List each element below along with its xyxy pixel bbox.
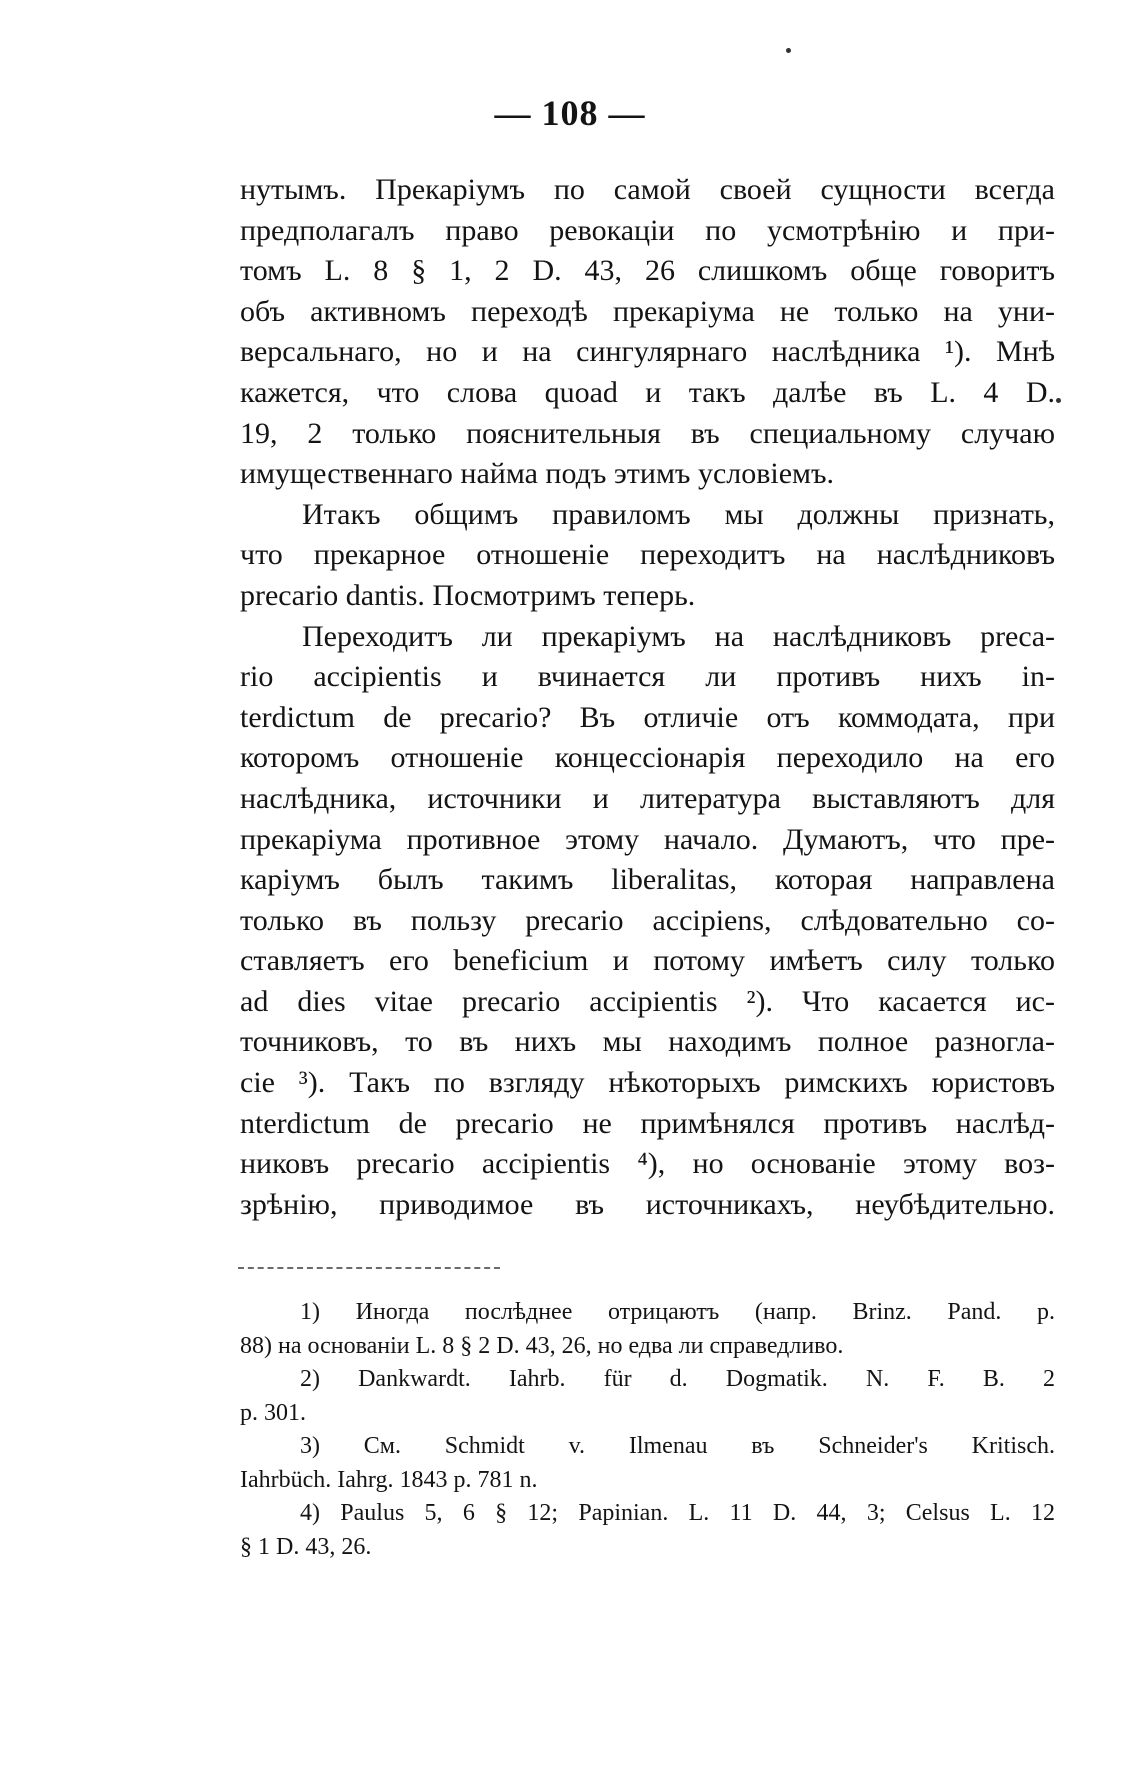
text-line: объ активномъ переходѣ прекаріума не только на уни- [240,294,1055,328]
text-line: наслѣдника, источники и литература выставляютъ для [240,781,1055,815]
text-line: что прекарное отношеніе переходитъ на наслѣдниковъ [240,538,1055,572]
text-line: прекаріума противное этому начало. Думаютъ, что пре- [240,822,1055,856]
text-line: никовъ precario accipientis ⁴), но основаніе этому воз- [240,1147,1055,1181]
paragraph-start-line: Итакъ общимъ правиломъ мы должны признать, [302,497,1055,531]
footnote-line: 4) Paulus 5, 6 § 12; Papinian. L. 11 D. 44, 3; Celsus L. 12 [300,1500,1055,1526]
footnote-line: 2) Dankwardt. Iahrb. für d. Dogmatik. N. F. B. 2 [300,1366,1055,1392]
text-line: имущественнаго найма подъ этимъ условіемъ. [240,457,835,491]
text-line: precario dantis. Посмотримъ теперь. [240,578,696,612]
text-line: версальнаго, но и на сингулярнаго наслѣдника ¹). Мнѣ [240,335,1055,369]
text-line: каріумъ былъ такимъ liberalitas, которая направлена [240,863,1055,897]
text-line: только въ пользу precario accipiens, слѣдовательно со- [240,903,1055,937]
text-line: сіе ³). Такъ по взгляду нѣкоторыхъ римскихъ юристовъ [240,1066,1055,1100]
text-line: зрѣнію, приводимое въ источникахъ, неубѣдительно. [240,1187,1055,1221]
text-line: rio accipientis и вчинается ли противъ нихъ in- [240,660,1055,694]
footnote-line: 1) Иногда послѣднее отрицаютъ (напр. Brinz. Pand. p. [300,1299,1055,1325]
text-line: nterdictum de precario не примѣнялся противъ наслѣд- [240,1106,1055,1140]
footnote-line: § 1 D. 43, 26. [240,1533,372,1560]
text-line: которомъ отношеніе концессіонарія переходило на его [240,741,1055,775]
page-number: — 108 — [494,93,646,133]
footnote-line: p. 301. [240,1399,306,1426]
text-line: terdictum de precario? Въ отличіе отъ коммодата, при [240,700,1055,734]
footnote-divider [238,1267,500,1269]
text-line: ad dies vitae precario accipientis ²). Что касается ис- [240,984,1055,1018]
text-line: нутымъ. Прекаріумъ по самой своей сущности всегда [240,173,1055,206]
text-line: точниковъ, то въ нихъ мы находимъ полное разногла- [240,1025,1055,1059]
footnote-line: Iahrbüch. Iahrg. 1843 p. 781 n. [240,1466,538,1493]
text-line: кажется, что слова quoad и такъ далѣе въ L. 4 D. [240,375,1055,409]
main-text [240,170,1055,1225]
print-speck [1056,398,1061,403]
print-speck [786,48,791,53]
footnote-line: 88) на основаніи L. 8 § 2 D. 43, 26, но едва ли справедливо. [240,1332,844,1359]
text-line: ставляетъ его beneficium и потому имѣетъ силу только [240,944,1055,978]
text-line: томъ L. 8 § 1, 2 D. 43, 26 слишкомъ обще говоритъ [240,254,1055,288]
paragraph-start-line: Переходитъ ли прекаріумъ на наслѣдниковъ preca- [302,619,1055,653]
text-line: предполагалъ право ревокаціи по усмотрѣнію и при- [240,213,1055,247]
footnote-line: 3) См. Schmidt v. Ilmenau въ Schneider's Kritisch. [300,1433,1055,1459]
text-line: 19, 2 только пояснительныя въ специальному случаю [240,416,1055,450]
footnotes [240,1296,1055,1564]
